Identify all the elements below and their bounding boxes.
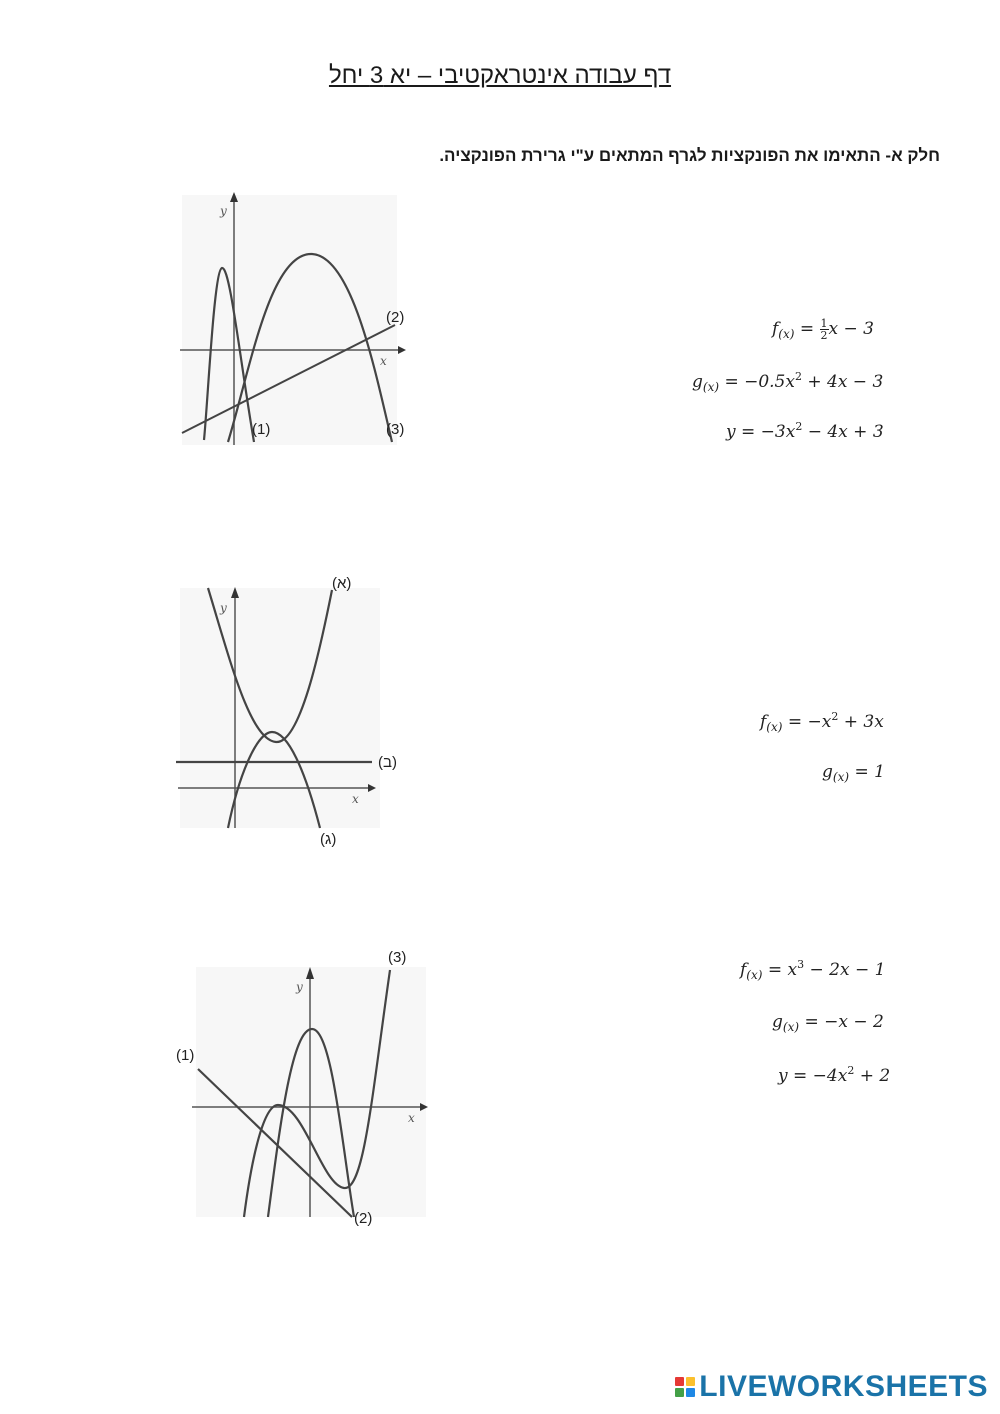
icon-square-yellow	[686, 1377, 695, 1386]
graph-3	[172, 945, 442, 1235]
graph-label-1: (1)	[176, 1047, 195, 1064]
liveworksheets-logo	[675, 1370, 988, 1404]
y-axis-label: y	[296, 980, 303, 994]
graph-2	[170, 570, 410, 850]
graph-label-2: (2)	[386, 309, 405, 326]
instruction-text: חלק א- התאימו את הפונקציות לגרף המתאים ע"י גרירת הפונקציה.	[439, 146, 940, 165]
graph-label-bet: (ב)	[378, 754, 397, 771]
function-card-g2[interactable]: $g_{(x)} = 1$	[822, 762, 885, 784]
brand-text: LIVEWORKSHEETS	[699, 1370, 988, 1403]
graph-1-svg	[170, 190, 410, 450]
y-axis-label: y	[220, 601, 227, 615]
graph-2-svg	[170, 570, 410, 850]
function-card-f1[interactable]: $f_{(x)}$ = $\frac{1}{2}$ x − 3	[772, 317, 874, 342]
x-axis-label: x	[380, 354, 387, 368]
graph-1	[170, 190, 410, 450]
function-card-g3[interactable]: $g_{(x)} = -x - 2$	[772, 1012, 884, 1034]
x-axis-label: x	[352, 792, 359, 806]
icon-square-blue	[686, 1388, 695, 1397]
graph-label-alef: (א)	[332, 575, 352, 592]
function-card-y3[interactable]: $y = -4x^2 + 2$	[778, 1064, 891, 1086]
graph-3-svg	[172, 945, 442, 1235]
x-axis-label: x	[408, 1111, 415, 1125]
x-axis-arrow	[398, 346, 406, 354]
icon-square-red	[675, 1377, 684, 1386]
liveworksheets-icon	[675, 1377, 695, 1397]
graph-3-background	[196, 967, 426, 1217]
icon-square-green	[675, 1388, 684, 1397]
graph-label-1: (1)	[252, 421, 271, 438]
y-axis-label: y	[220, 204, 227, 218]
graph-label-3: (3)	[388, 949, 407, 966]
function-card-f3[interactable]: $f_{(x)} = x^3 - 2x - 1$	[740, 958, 886, 982]
page-title: דף עבודה אינטראקטיבי – יא 3 יחל	[328, 62, 672, 89]
function-card-y1[interactable]: $y = -3x^2 - 4x + 3$	[726, 420, 884, 442]
graph-label-gimel: (ג)	[320, 831, 337, 848]
graph-label-2: (2)	[354, 1210, 373, 1227]
graph-2-background	[180, 588, 380, 828]
graph-label-3: (3)	[386, 421, 405, 438]
function-card-f2[interactable]: $f_{(x)} = -x^2 + 3x$	[760, 710, 884, 734]
function-card-g1[interactable]: $g_{(x)} = -0.5x^2 + 4x - 3$	[692, 370, 884, 394]
